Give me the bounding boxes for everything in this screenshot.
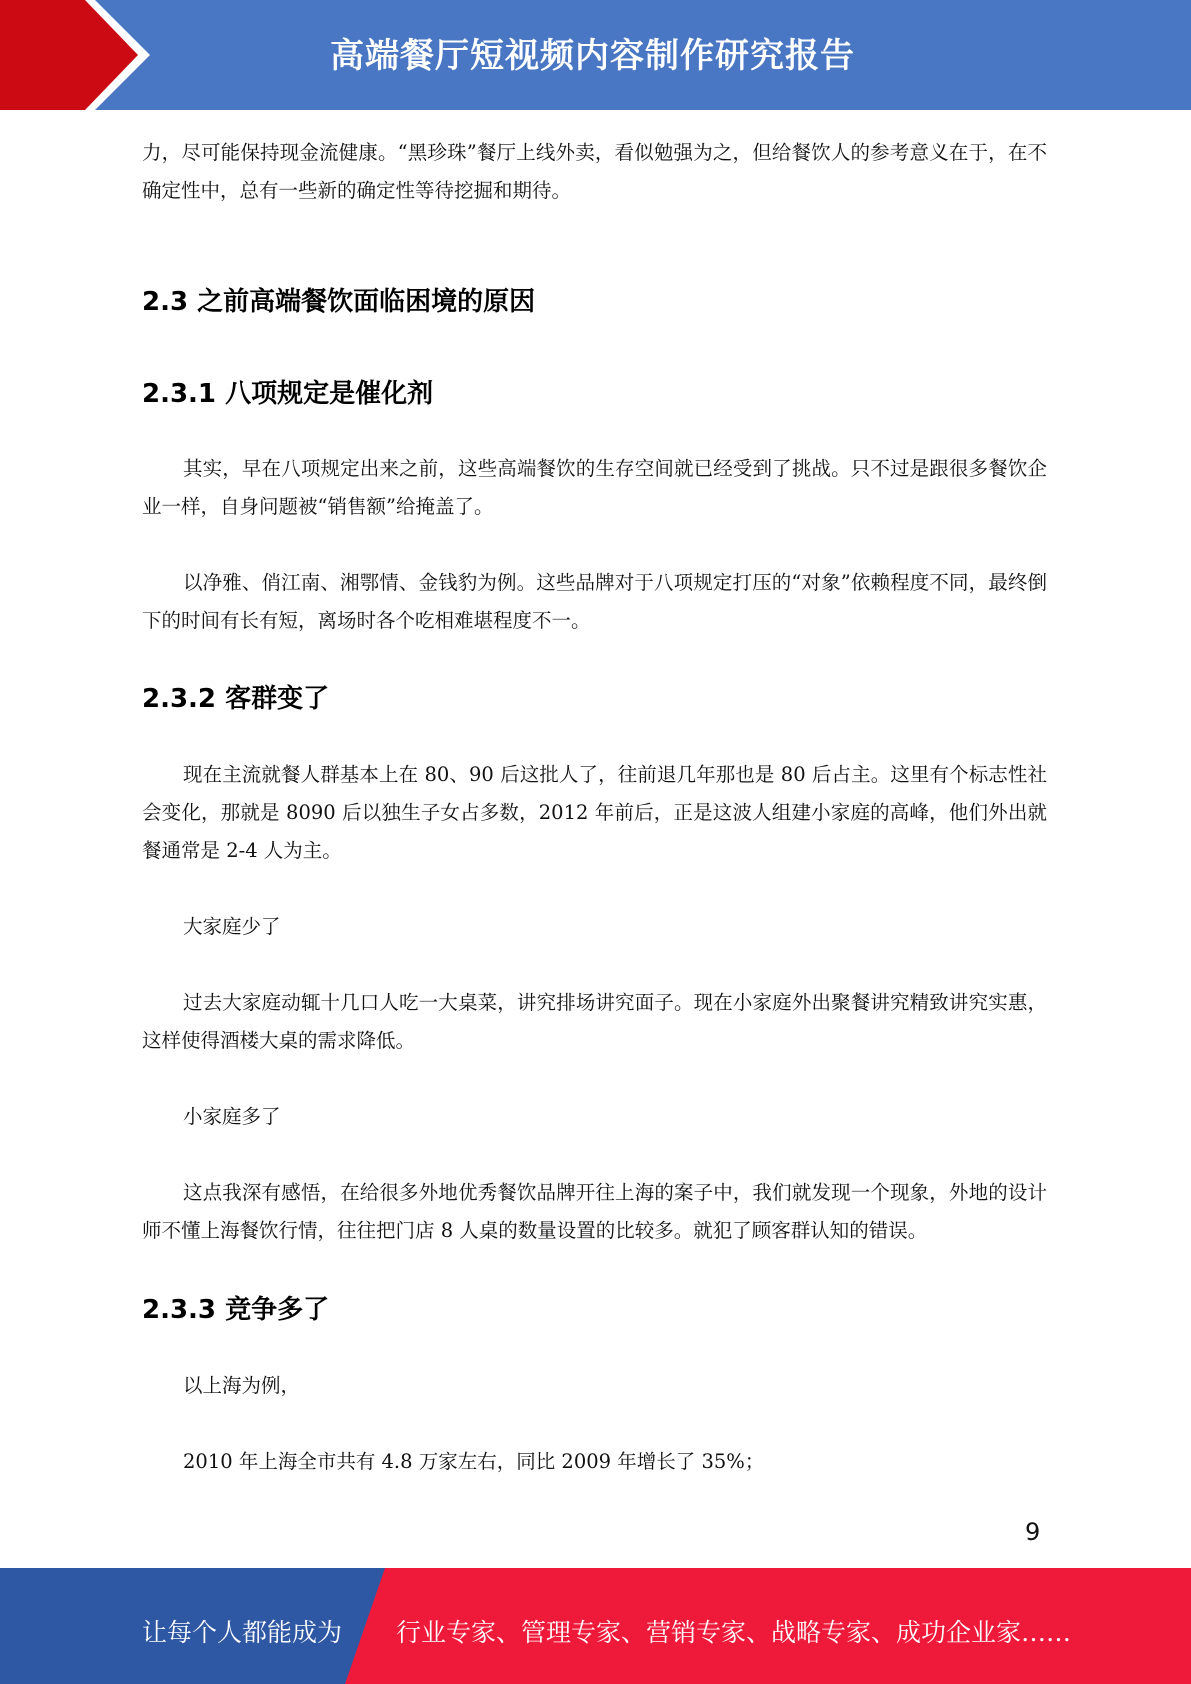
paragraph: 现在主流就餐人群基本上在 80、90 后这批人了，往前退几年那也是 80 后占主。这里有个标志性社会变化，那就是 8090 后以独生子女占多数，2012 年前后，正是这波人组建小家庭的高峰，他们外出就餐通常是 2-4 人为主。 [142, 763, 1047, 862]
page-number: 9 [1025, 1518, 1041, 1546]
page-footer [0, 1568, 1191, 1684]
paragraph: 这点我深有感悟，在给很多外地优秀餐饮品牌开往上海的案子中，我们就发现一个现象，外地的设计师不懂上海餐饮行情，往往把门店 8 人桌的数量设置的比较多。就犯了顾客群认知的错误。 [142, 1181, 1047, 1242]
paragraph: 力，尽可能保持现金流健康。“黑珍珠”餐厅上线外卖，看似勉强为之，但给餐饮人的参考意义在于，在不确定性中，总有一些新的确定性等待挖掘和期待。 [142, 141, 1047, 202]
section-heading-2-3-1: 2.3.1 八项规定是催化剂 [142, 379, 434, 409]
section-heading-2-3-3: 2.3.3 竞争多了 [142, 1295, 330, 1325]
paragraph: 2010 年上海全市共有 4.8 万家左右，同比 2009 年增长了 35%； [183, 1450, 765, 1473]
section-heading-2-3-2: 2.3.2 客群变了 [142, 684, 330, 714]
header-chevron [0, 0, 138, 110]
paragraph: 小家庭多了 [183, 1105, 281, 1128]
page-header [0, 0, 1191, 110]
header-title: 高端餐厅短视频内容制作研究报告 [330, 36, 855, 76]
section-heading-2-3: 2.3 之前高端餐饮面临困境的原因 [142, 287, 536, 317]
paragraph: 大家庭少了 [183, 915, 281, 938]
paragraph: 其实，早在八项规定出来之前，这些高端餐饮的生存空间就已经受到了挑战。只不过是跟很多餐饮企业一样，自身问题被“销售额”给掩盖了。 [142, 457, 1047, 518]
paragraph: 过去大家庭动辄十几口人吃一大桌菜，讲究排场讲究面子。现在小家庭外出聚餐讲究精致讲究实惠，这样使得酒楼大桌的需求降低。 [142, 991, 1047, 1052]
footer-slogan-right: 行业专家、管理专家、营销专家、战略专家、成功企业家…… [396, 1618, 1072, 1647]
paragraph: 以净雅、俏江南、湘鄂情、金钱豹为例。这些品牌对于八项规定打压的“对象”依赖程度不同，最终倒下的时间有长有短，离场时各个吃相难堪程度不一。 [142, 571, 1047, 632]
paragraph: 以上海为例， [183, 1374, 301, 1397]
footer-slogan-left: 让每个人都能成为 [142, 1618, 343, 1647]
